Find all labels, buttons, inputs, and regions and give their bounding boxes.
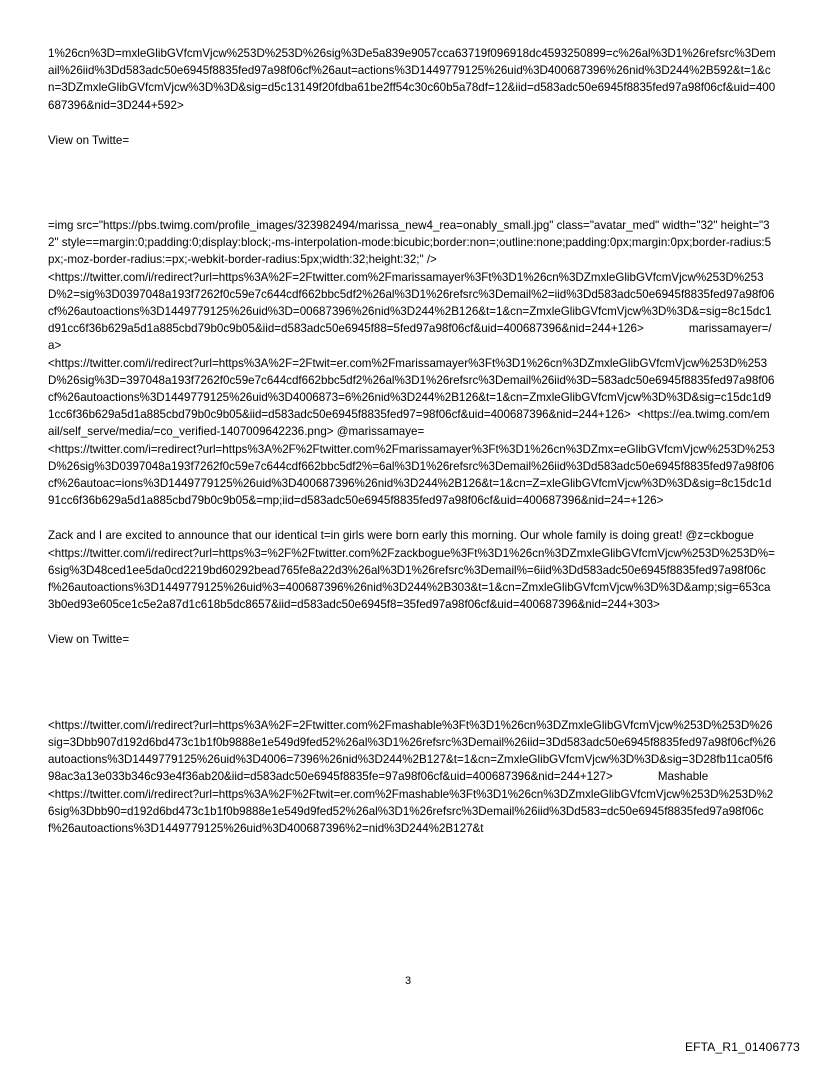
redirect-link-mashable	[48, 717, 776, 786]
verified-badge-link[interactable]: <https://ea.twimg.com/email/self_serve/media/=co_verified-1407009642236.png> @marissamaye=	[48, 408, 770, 439]
redirect-url[interactable]: <https://twitter.com/i/redirect?url=https%3A%2F=2Ftwitter.com%2Fmarissamayer%3Ft%3D1%26cn%3DZmxleGlibGVfcmVjcw%253D%253D%2=sig%3D0397048a193f7262f0c59e7c644cdf662bbc5df2%26al%3D1%26refsrc%3Demail%2=iid%3Dd583adc50e6945f8835fed97a98f06cf%26autoactions%3D1449779125%26uid%3D=00687396%26nid%3D244%2B126&t=1&cn=ZmxleGlibGVfcmVjcw%3D%3D&=sig=8c15dc1d91cc6f36b629a5d1a885cbd79b0c9b05&iid=d583adc50e6945f88=5fed97a98f06cf&uid=400687396&nid=244+126>	[48, 270, 775, 336]
redirect-url[interactable]: <https://twitter.com/i/redirect?url=https%3A%2F=2Ftwit=er.com%2Fmarissamayer%3Ft%3D1%26cn%3DZmxleGlibGVfcmVjcw%253D%253D%26sig%3D=397048a193f7262f0c59e7c644cdf662bbc5df2%26al%3D1%26refsrc%3Demail%26iid%3D=583adc50e6945f8835fed97a98f06cf%26autoactions%3D1449779125%26uid%3D4006873=6%26nid%3D244%2B126&t=1&cn=ZmxleGlibGVfcmVjcw%3D%3D&sig=c15dc1d91cc6f36b629a5d1a885cbd79b0c9b05&iid=d583adc50e6945f8835fed97=98f06cf&uid=400687396&nid=244+126>	[48, 356, 775, 422]
view-on-twitter-link[interactable]: View on Twitte=	[48, 133, 130, 147]
redirect-link-marissamayer-3[interactable]: <https://twitter.com/i=redirect?url=https%3A%2F%2Ftwitter.com%2Fmarissamayer%3Ft%3D1%26cn%3DZmx=eGlibGVfcmVjcw%253D%253D%26sig%3D0397048a193f7262f0c59e7c644cdf662bbc5df2%=6al%3D1%26refsrc%3Demail%26iid%3Dd583adc50e6945f8835fed97a98f06cf%26autoac=ions%3D1449779125%26uid%3D400687396%26nid%3D244%2B126&t=1&cn=Z=xleGlibGVfcmVjcw%3D%3D&sig=8c15dc1d91cc6f36b629a5d1a885cbd79b0c9b05&=mp;iid=d583adc50e6945f8835fed97a98f06cf&uid=400687396&nid=24=+126>	[48, 442, 775, 508]
page-number: 3	[404, 975, 412, 987]
view-on-twitter-link[interactable]: View on Twitte=	[48, 633, 130, 647]
bates-number: EFTA_R1_01406773	[684, 1040, 800, 1054]
img-tag-paragraph: =img src="https://pbs.twimg.com/profile_images/323982494/marissa_new4_rea=onably_small.jpg" class="avatar_med" width="32" height="32" style==margin:0;padding:0;display:block;-ms-interpolation-mode:bicubic;border:non=;outline:none;padding:0px;margin:0px;border-radius:5px;-moz-border-radius:=px;-webkit-border-radius:5px;width:32;height:32;" />	[48, 219, 772, 267]
redirect-link-marissamayer-2	[48, 355, 776, 441]
redirect-link-zackbogue[interactable]: <https://twitter.com/i/redirect?url=https%3=%2F%2Ftwitter.com%2Fzackbogue%3Ft%3D1%26cn%3DZmxleGlibGVfcmVjcw%253D%253D%=6sig%3D48ced1ee5da0cd2219bd60292bead765fe8a22d3%26al%3D1%26refsrc%3Demail%=6iid%3Dd583adc50e6945f8835fed97a98f06cf%26autoactions%3D1449779125%26uid%3=400687396%26nid%3D244%2B303&t=1&cn=ZmxleGlibGVfcmVjcw%3D%3D&amp;sig=653ca3b0ed93e605ce1c5e2a87d1c618b5dc8657&iid=d583adc50e6945f8=35fed97a98f06cf&uid=400687396&nid=244+303>	[48, 546, 775, 612]
redirect-link-mashable-2[interactable]: <https://twitter.com/i/redirect?url=https%3A%2F%2Ftwit=er.com%2Fmashable%3Ft%3D1%26cn%3DZmxleGlibGVfcmVjcw%253D%253D%26sig%3Dbb90=d192d6bd473c1b1f0b9888e1e549d9fed52%26al%3D1%26refsrc%3Demail%26iid%3Dd583=dc50e6945f8835fed97a98f06cf%26autoactions%3D1449779125%26uid%3D400687396%2=nid%3D244%2B127&t	[48, 787, 774, 835]
document-body	[48, 45, 776, 837]
tweet-text: Zack and I are excited to announce that our identical t=in girls were born early this morning. Our whole family is doing great! @z=ckbogue	[48, 529, 754, 543]
url-fragment-paragraph: 1%26cn%3D=mxleGlibGVfcmVjcw%253D%253D%26sig%3De5a839e9057cca63719f096918dc4593250899=c%26al%3D1%26refsrc%3Demail%26iid%3Dd583adc50e6945f8835fed97a98f06cf%26aut=actions%3D1449779125%26uid%3D400687396%26nid%3D244%2B592&t=1&cn=3DZmxleGlibGVfcmVjcw%3D%3D&sig=d5c13149f20fdba61be2ff54c30c60b5a78df=12&iid=d583adc50e6945f8835fed97a98f06cf&uid=400687396&nid=3D244+592>	[48, 47, 776, 112]
handle-label: marissamayer=/a>	[48, 322, 772, 353]
mashable-label: Mashable	[657, 770, 709, 784]
redirect-link-marissamayer	[48, 269, 776, 355]
redirect-url[interactable]: <https://twitter.com/i/redirect?url=https%3A%2F=2Ftwitter.com%2Fmashable%3Ft%3D1%26cn%3DZmxleGlibGVfcmVjcw%253D%253D%26sig=3Dbb907d192d6bd473c1b1f0b9888e1e549d9fed52%26al%3D1%26refsrc%3Demail%26iid=3Dd583adc50e6945f8835fed97a98f06cf%26autoactions%3D1449779125%26uid%3D4006=7396%26nid%3D244%2B127&t=1&cn=ZmxleGlibGVfcmVjcw%3D%3D&sig=3D28fb11ca05f698ac3a13e033b346c93e4f36ab20&iid=d583adc50e6945f8835fe=97a98f06cf&uid=400687396&nid=244+127>	[48, 718, 776, 784]
